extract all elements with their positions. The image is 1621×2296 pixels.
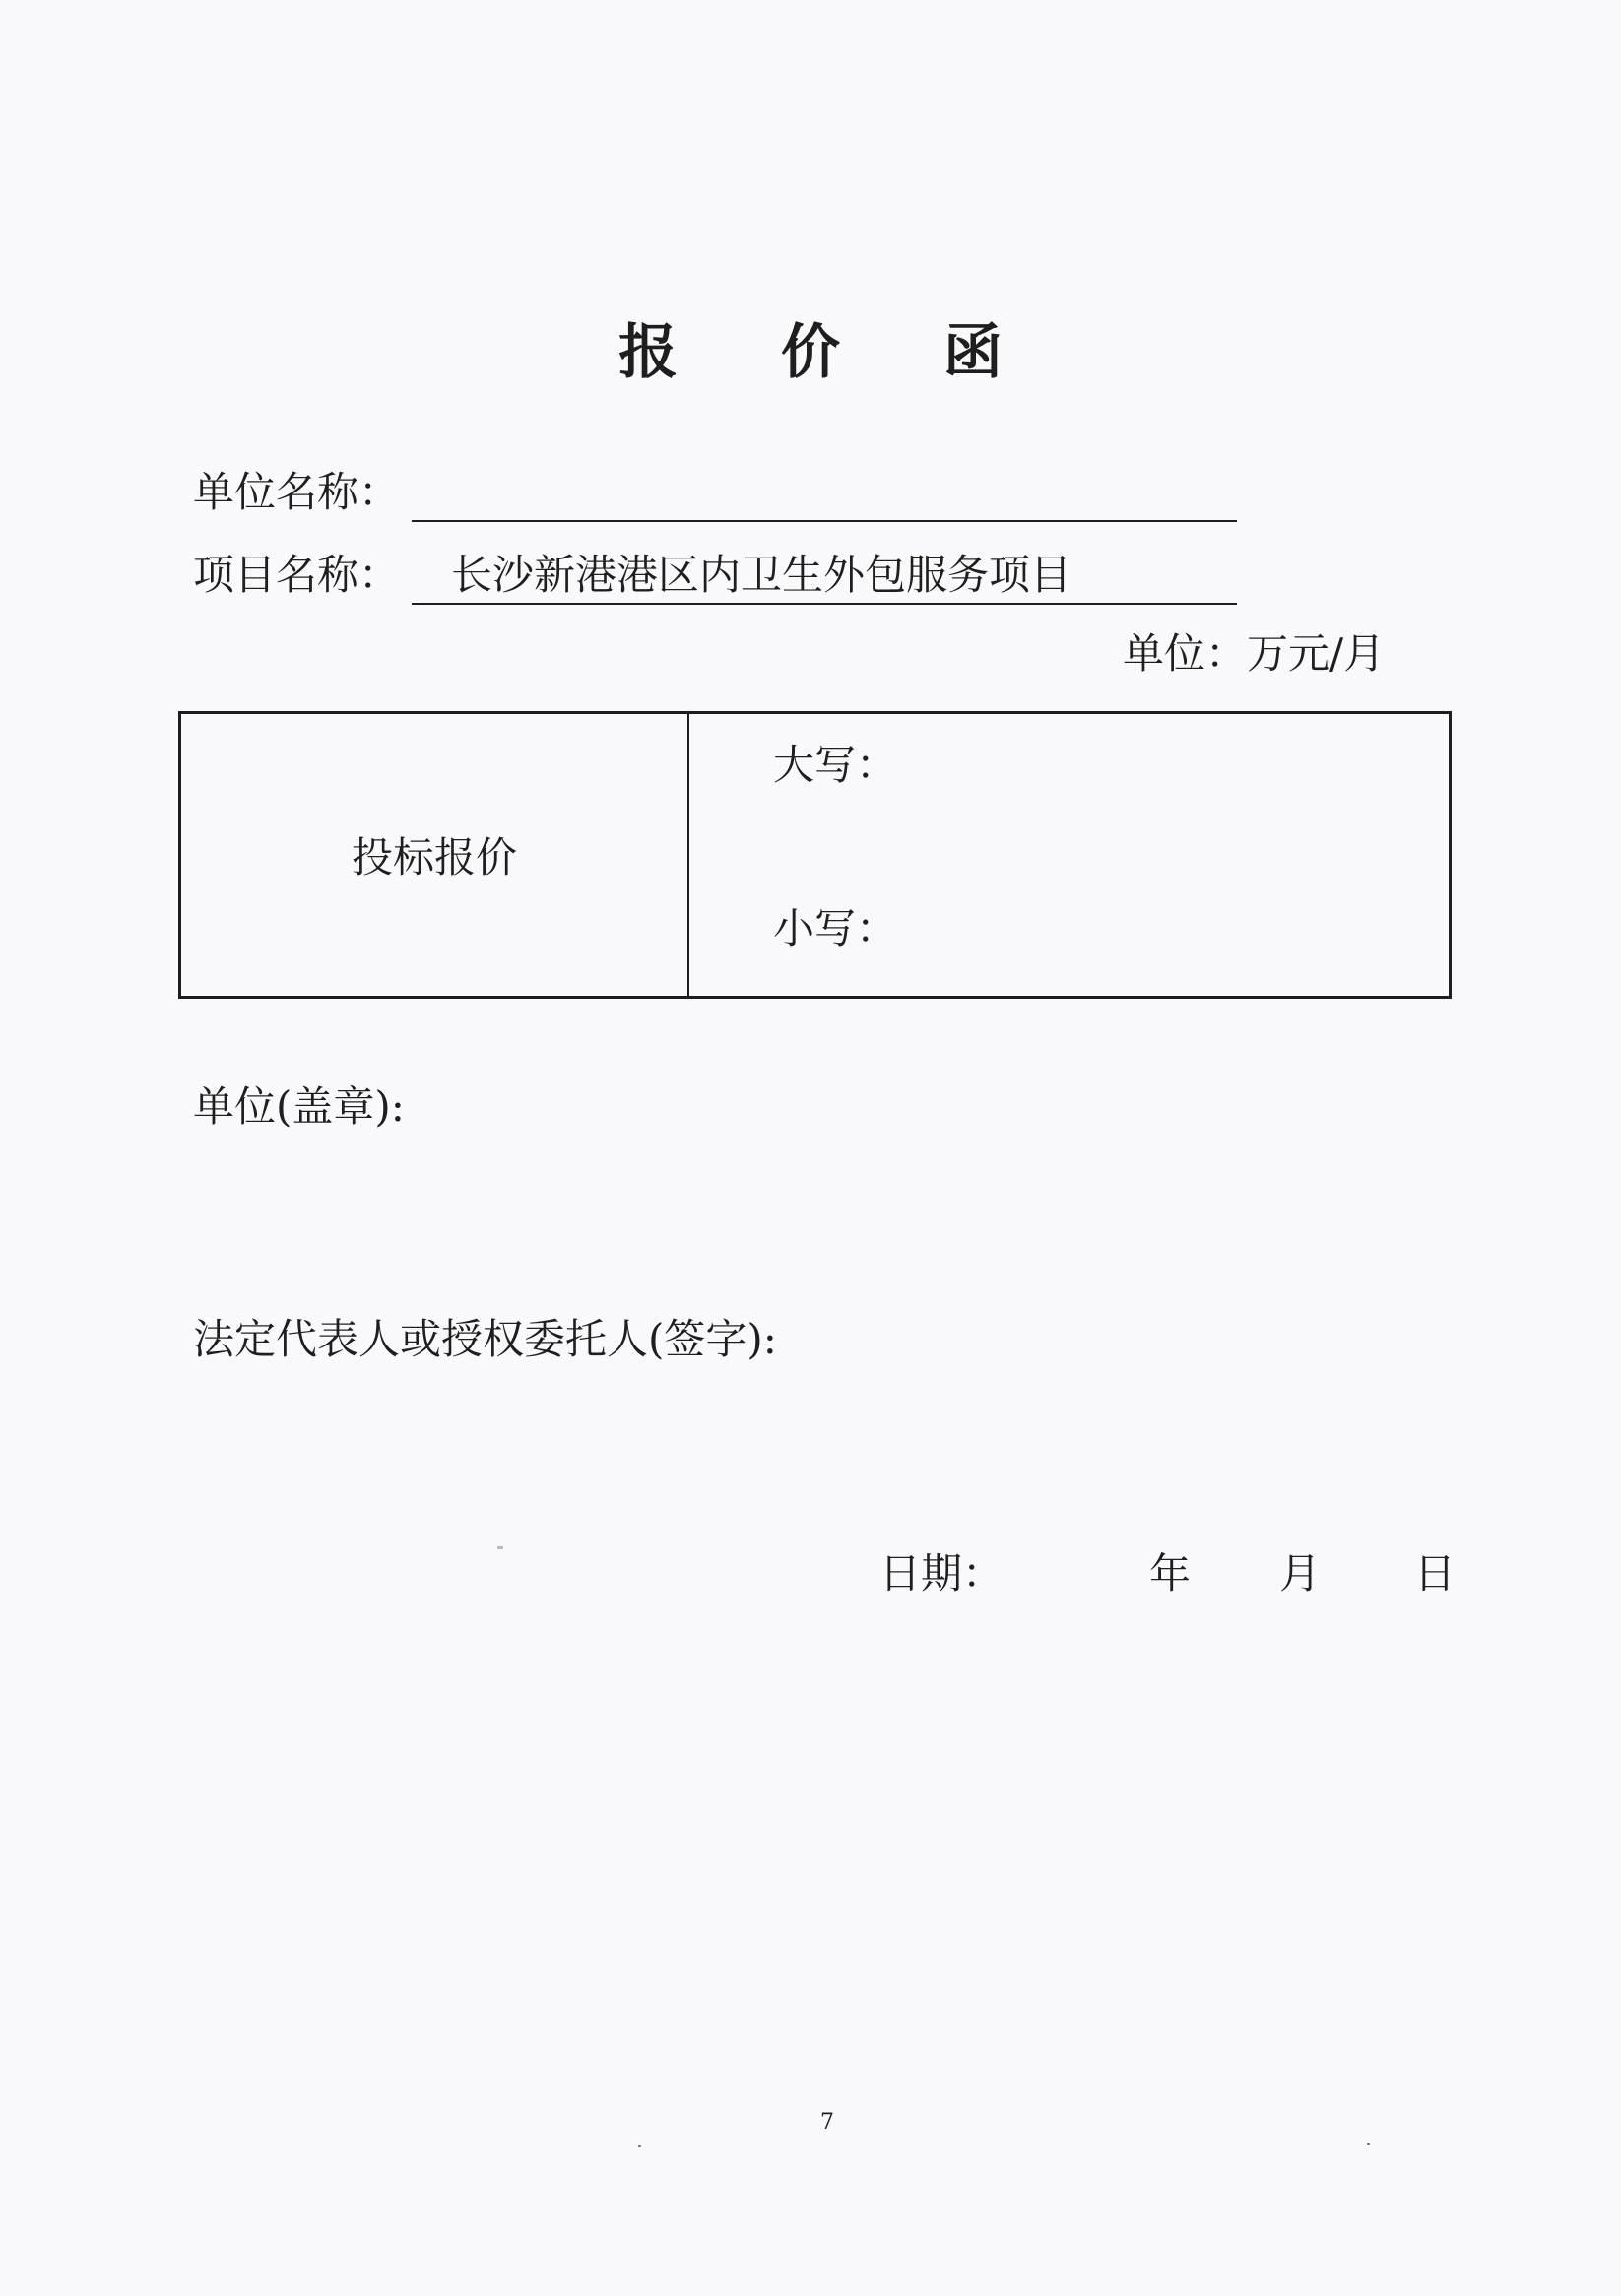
company-seal-label: 单位(盖章): <box>193 1082 405 1131</box>
page-number: 7 <box>820 2110 834 2134</box>
page-title: 报 价 函 <box>618 318 1044 387</box>
currency-unit-note: 单位：万元/月 <box>1123 629 1386 678</box>
date-day-label: 日 <box>1414 1549 1457 1598</box>
bid-price-table <box>178 711 1452 999</box>
uppercase-amount-label: 大写： <box>773 741 898 789</box>
scan-speck <box>638 2145 641 2147</box>
numeric-amount-label: 小写： <box>773 904 898 952</box>
numeric-amount-row <box>773 899 897 958</box>
project-name-row <box>193 546 1072 605</box>
unit-name-row <box>193 463 400 522</box>
date-month-label: 月 <box>1279 1549 1322 1598</box>
unit-name-field[interactable] <box>412 463 1237 522</box>
unit-name-label: 单位名称： <box>193 468 401 516</box>
scan-speck <box>497 1546 503 1549</box>
date-year-label: 年 <box>1149 1549 1192 1598</box>
project-name-label: 项目名称： <box>193 551 401 599</box>
project-name-field[interactable]: 长沙新港港区内卫生外包服务项目 <box>412 546 1237 605</box>
scan-speck <box>1367 2143 1370 2145</box>
uppercase-amount-row <box>773 736 897 795</box>
table-divider <box>687 714 689 996</box>
bid-price-label: 投标报价 <box>351 833 517 882</box>
representative-signature-label: 法定代表人或授权委托人(签字): <box>193 1315 777 1363</box>
date-label: 日期： <box>879 1549 1005 1598</box>
